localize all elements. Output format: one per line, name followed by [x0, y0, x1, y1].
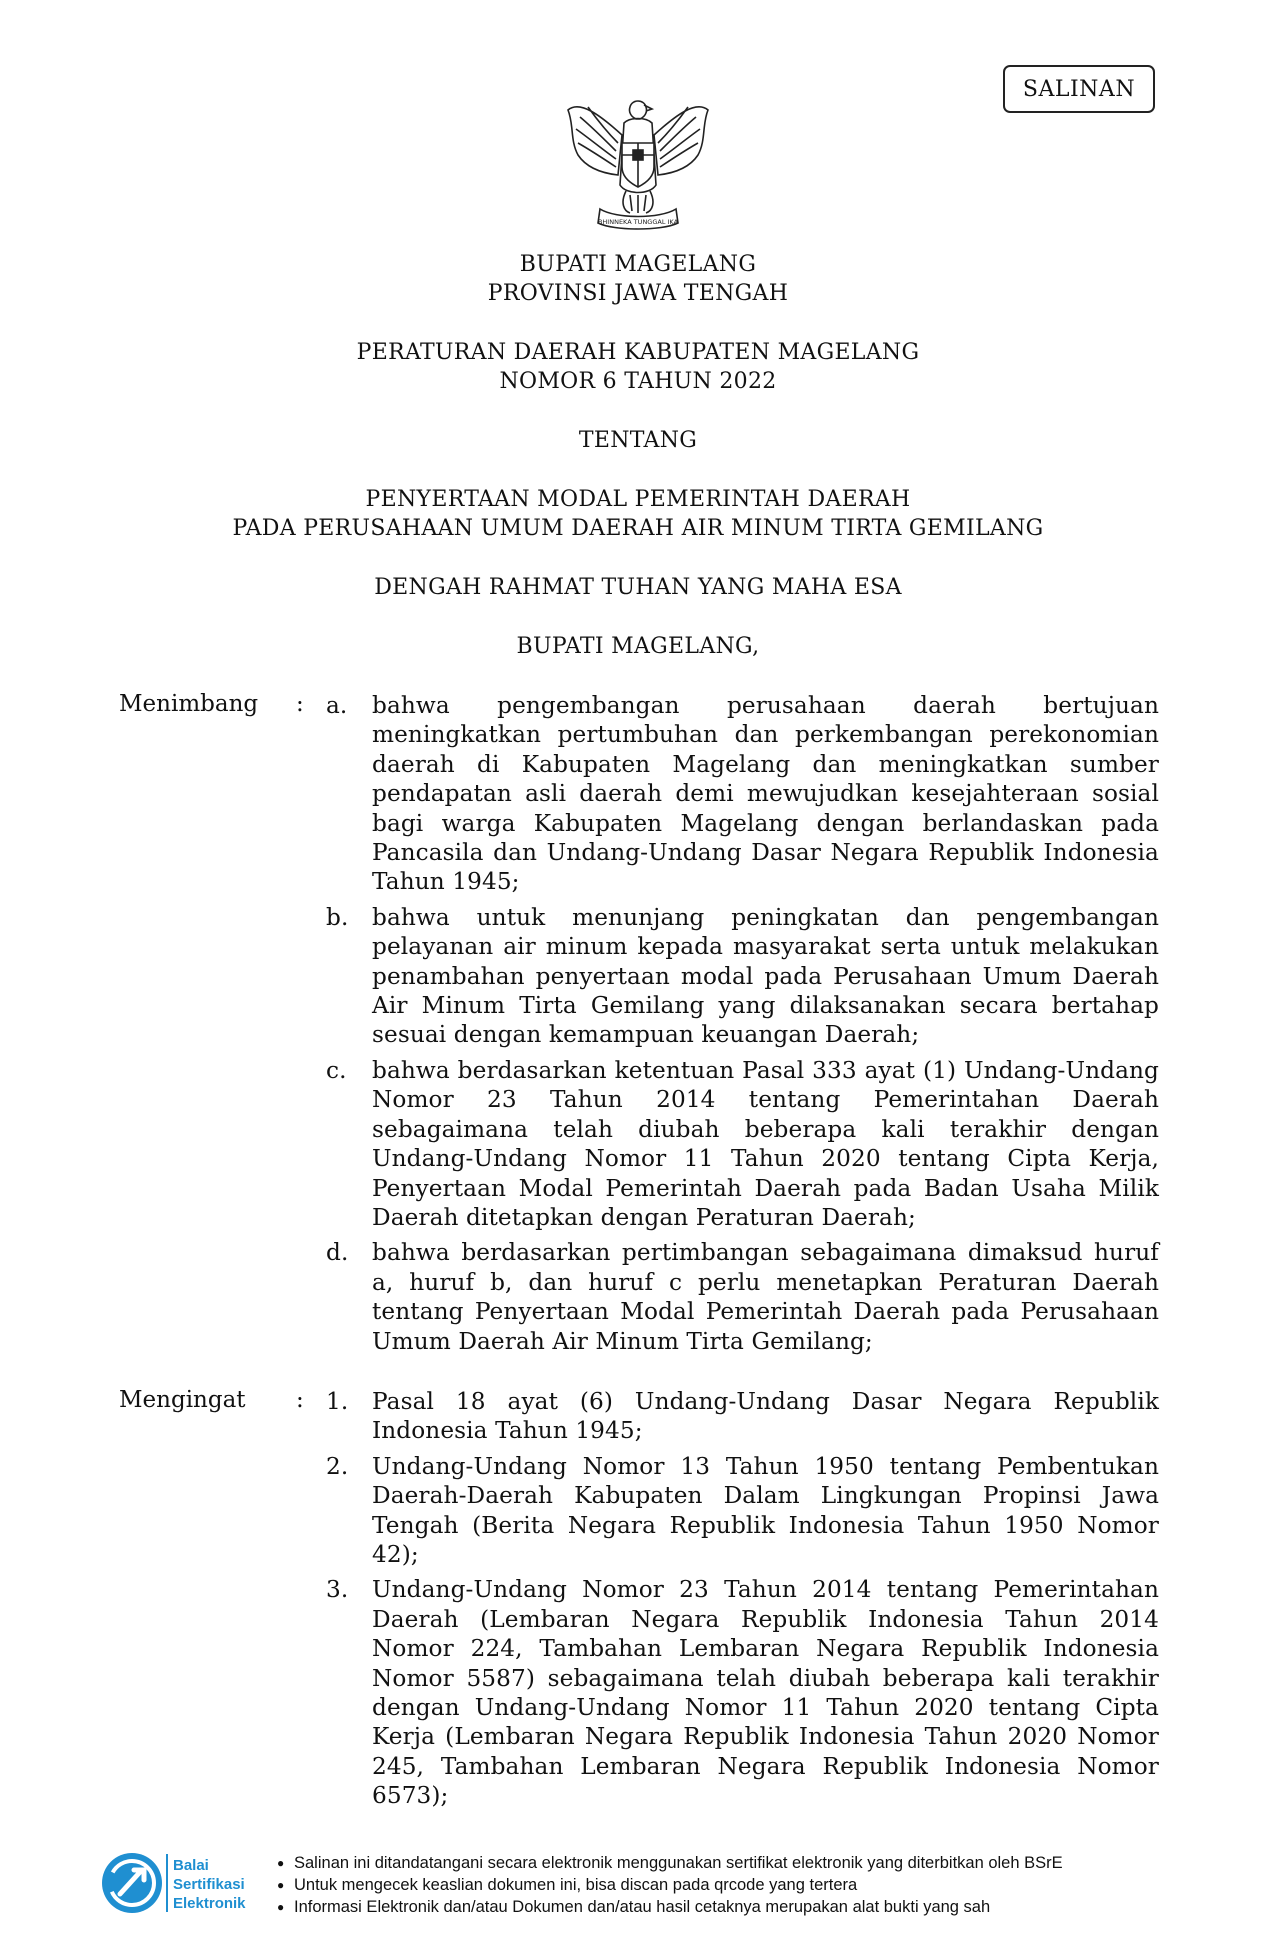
subject-line-2: PADA PERUSAHAAN UMUM DAERAH AIR MINUM TIRTA GEMILANG: [232, 516, 1044, 541]
item-text: Undang-Undang Nomor 23 Tahun 2014 tentang Pemerintahan Daerah (Lembaran Negara Republik Indonesia Tahun 2014 Nomor 224, Tambahan Lembaran Negara Republik Indonesia Nomor 5587) sebagaimana telah diubah beberapa kali terakhir dengan Undang-Undang Nomor 11 Tahun 2020 tentang Cipta Kerja (Lembaran Negara Republik Indonesia Tahun 2020 Nomor 245, Tambahan Lembaran Negara Republik Indonesia Nomor 6573);: [372, 1576, 1159, 1810]
logo-line-1: Balai: [173, 1857, 209, 1874]
blessing-line: DENGAH RAHMAT TUHAN YANG MAHA ESA: [374, 575, 902, 600]
item-marker: 1.: [326, 1388, 349, 1415]
logo-line-3: Elektronik: [173, 1895, 246, 1912]
menimbang-item: [0, 1238, 1276, 1356]
regulation-title: PERATURAN DAERAH KABUPATEN MAGELANG: [356, 340, 920, 365]
tentang-heading: TENTANG: [578, 428, 698, 453]
menimbang-item: [0, 691, 1276, 897]
issuer-line: BUPATI MAGELANG,: [516, 634, 760, 659]
mengingat-item: [0, 1575, 1276, 1810]
mengingat-label: Mengingat: [119, 1387, 246, 1413]
mengingat-section: [0, 1387, 1276, 1811]
menimbang-section: [0, 691, 1276, 1356]
subject-line-1: PENYERTAAN MODAL PEMERINTAH DAERAH: [365, 487, 911, 512]
item-marker: d.: [326, 1239, 349, 1267]
footer: [100, 1848, 1200, 1943]
item-marker: a.: [326, 692, 348, 719]
province-title: PROVINSI JAWA TENGAH: [487, 281, 789, 306]
mengingat-item: [0, 1387, 1276, 1446]
item-marker: 3.: [326, 1576, 349, 1604]
item-text: bahwa berdasarkan ketentuan Pasal 333 ayat (1) Undang-Undang Nomor 23 Tahun 2014 tentang Pemerintahan Daerah sebagaimana telah diubah beberapa kali terakhir dengan Undang-Undang Nomor 11 Tahun 2020 tentang Cipta Kerja, Penyertaan Modal Pemerintah Daerah pada Badan Usaha Milik Daerah ditetapkan dengan Peraturan Daerah;: [372, 1056, 1159, 1231]
item-marker: 2.: [326, 1452, 349, 1480]
footer-note: ● Informasi Elektronik dan/atau Dokumen dan/atau hasil cetaknya merupakan alat bukti yang sah: [277, 1896, 1063, 1918]
menimbang-item: [0, 1056, 1276, 1232]
item-marker: c.: [326, 1056, 347, 1084]
footer-note: ● Salinan ini ditandatangani secara elektronik menggunakan sertifikat elektronik yang diterbitkan oleh BSrE: [277, 1852, 1063, 1874]
emblem-motto: BHINNEKA TUNGGAL IKA: [597, 218, 679, 226]
mengingat-item: [0, 1452, 1276, 1570]
menimbang-list: [0, 691, 1276, 1356]
item-text: Undang-Undang Nomor 13 Tahun 1950 tentang Pembentukan Daerah-Daerah Kabupaten Dalam Lingkungan Propinsi Jawa Tengah (Berita Negara Republik Indonesia Tahun 1950 Nomor 42);: [372, 1452, 1159, 1569]
footer-note: ● Untuk mengecek keaslian dokumen ini, bisa discan pada qrcode yang tertera: [277, 1874, 1063, 1896]
item-marker: b.: [326, 903, 349, 931]
item-text: bahwa pengembangan perusahaan daerah bertujuan meningkatkan pertumbuhan dan perkembangan perekonomian daerah di Kabupaten Magelang dan meningkatkan sumber pendapatan asli daerah demi mewujudkan kesejahteraan sosial bagi warga Kabupaten Magelang dengan berlandaskan pada Pancasila dan Undang-Undang Dasar Negara Republik Indonesia Tahun 1945;: [372, 692, 1159, 896]
mengingat-colon: :: [296, 1387, 304, 1413]
item-text: Pasal 18 ayat (6) Undang-Undang Dasar Negara Republik Indonesia Tahun 1945;: [372, 1388, 1159, 1445]
item-text: bahwa berdasarkan pertimbangan sebagaimana dimaksud huruf a, huruf b, dan huruf c perlu menetapkan Peraturan Daerah tentang Penyertaan Modal Pemerintah Daerah pada Perusahaan Umum Daerah Air Minum Tirta Gemilang;: [372, 1239, 1159, 1355]
logo-line-2: Sertifikasi: [173, 1876, 245, 1893]
menimbang-item: [0, 903, 1276, 1050]
salinan-stamp: SALINAN: [1003, 65, 1155, 113]
garuda-emblem-icon: [560, 95, 716, 235]
menimbang-label: Menimbang: [119, 691, 259, 717]
bsre-logo-icon: [100, 1848, 275, 1918]
footer-notes: [277, 1852, 1063, 1918]
item-text: bahwa untuk menunjang peningkatan dan pengembangan pelayanan air minum kepada masyarakat serta untuk melakukan penambahan penyertaan modal pada Perusahaan Umum Daerah Air Minum Tirta Gemilang yang dilaksanakan secara bertahap sesuai dengan kemampuan keuangan Daerah;: [372, 903, 1159, 1049]
mengingat-list: [0, 1387, 1276, 1811]
regent-title: BUPATI MAGELANG: [519, 252, 757, 277]
menimbang-colon: :: [296, 691, 304, 717]
regulation-number: NOMOR 6 TAHUN 2022: [499, 369, 777, 394]
